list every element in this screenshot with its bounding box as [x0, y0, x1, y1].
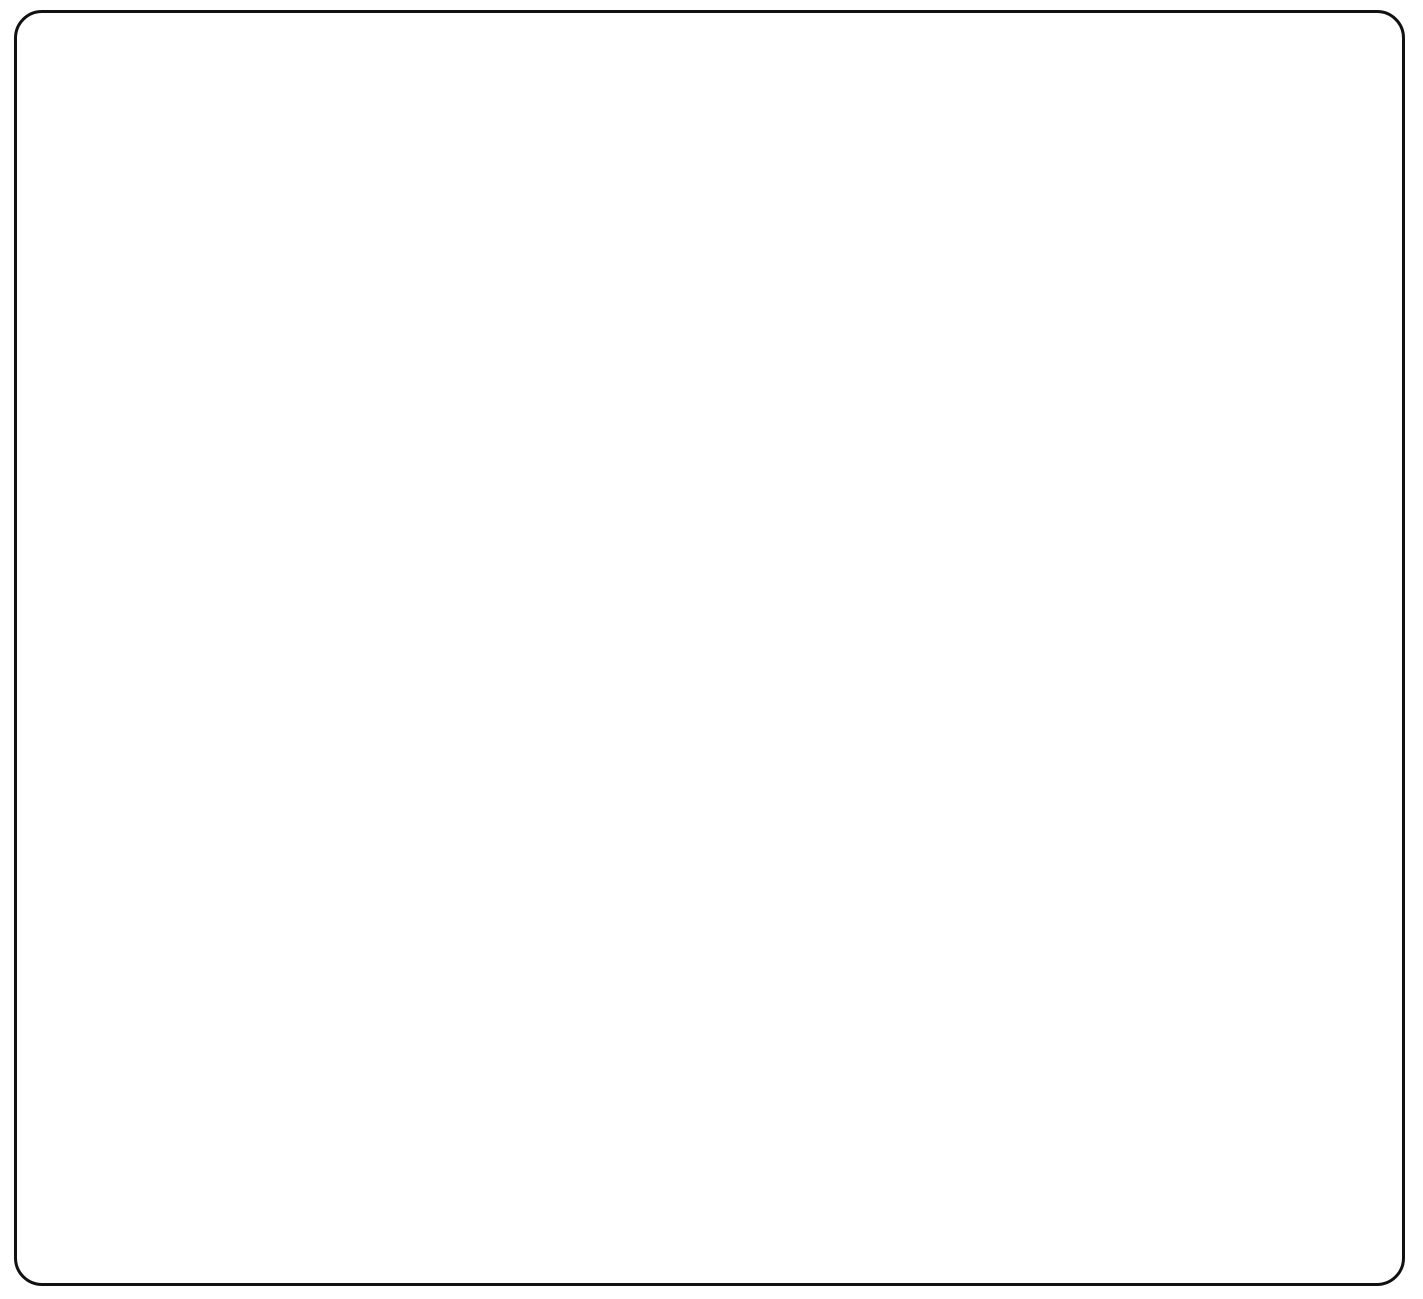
notice-body [51, 95, 1368, 1145]
notice-frame [14, 10, 1405, 1286]
notice-title [51, 43, 1368, 89]
notice-signature [51, 1159, 1368, 1193]
